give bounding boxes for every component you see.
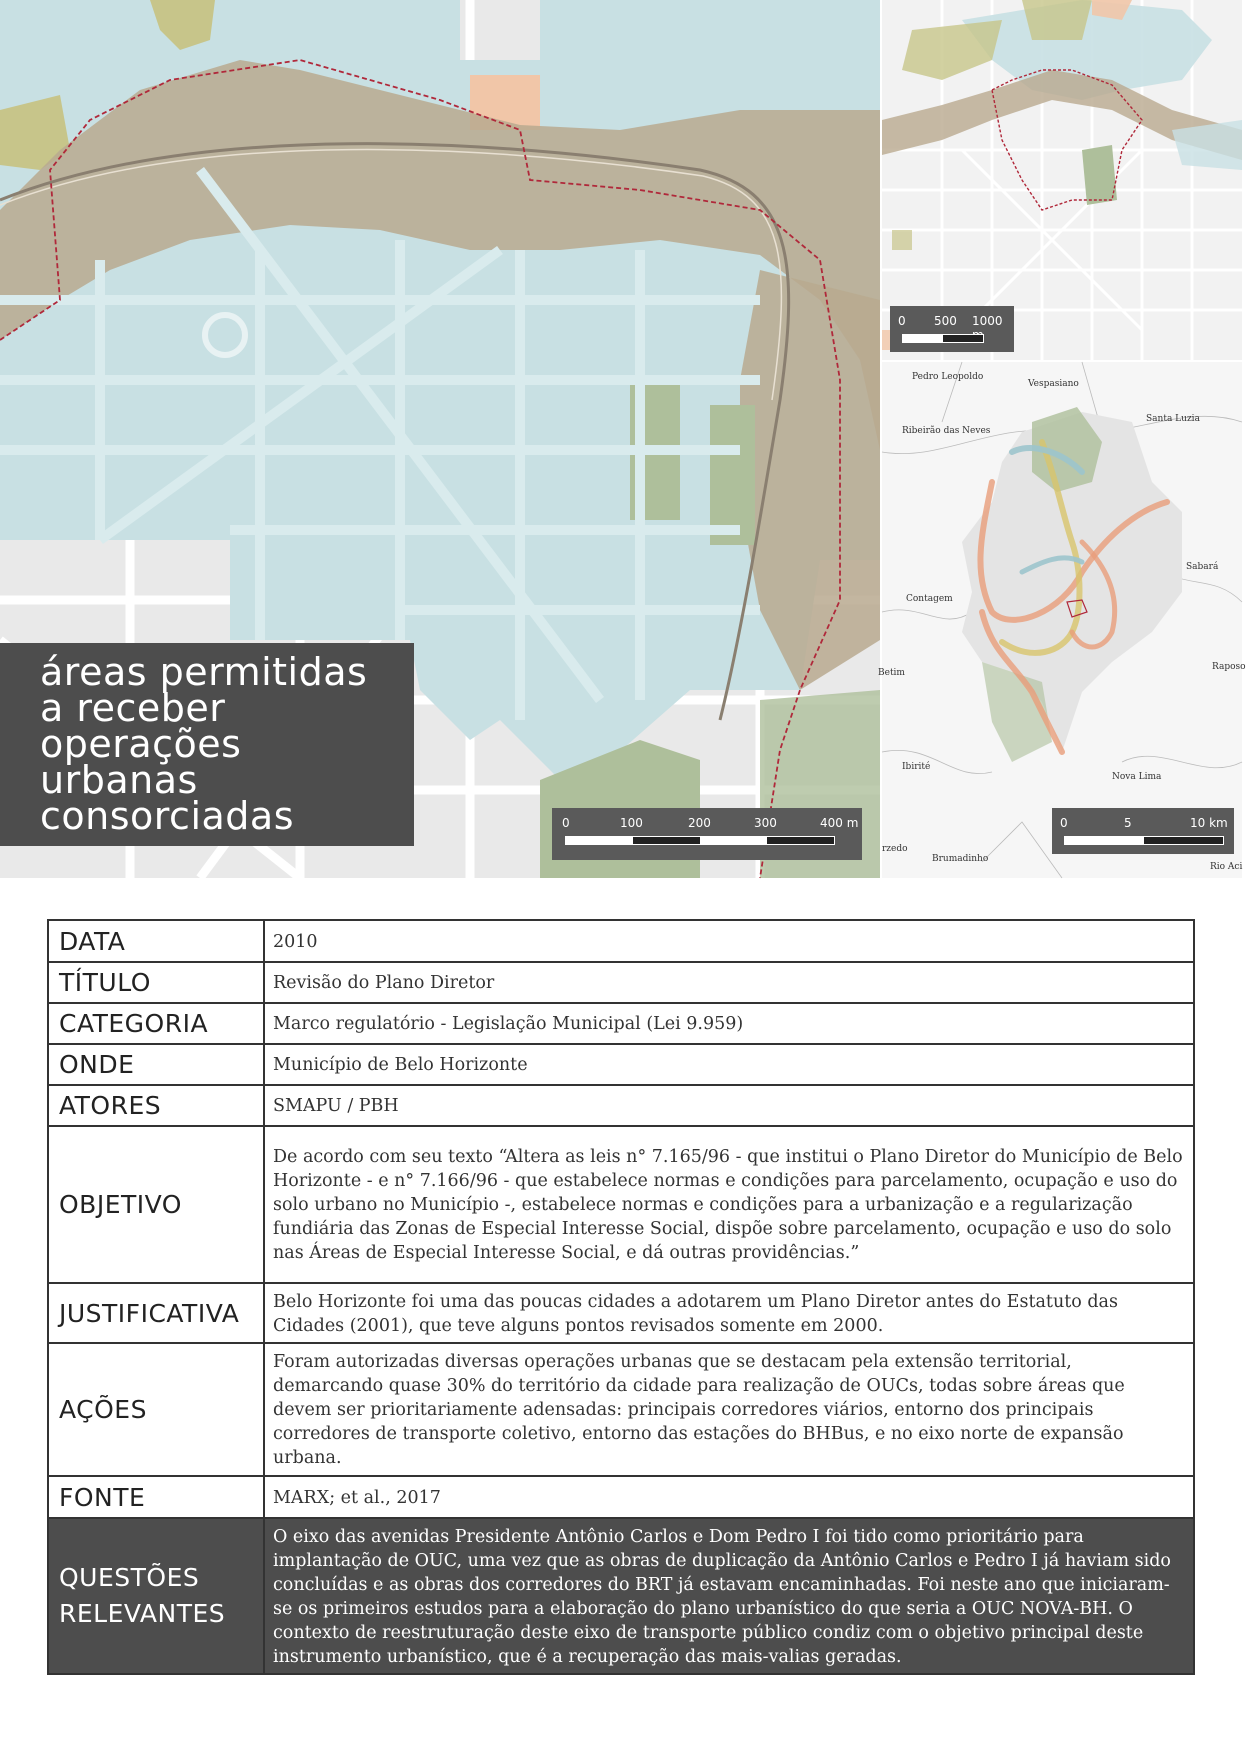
row-key: ONDE <box>48 1044 264 1085</box>
scale-label-400: 400 m <box>820 816 859 830</box>
row-value: SMAPU / PBH <box>264 1085 1194 1126</box>
inset-bottom-scale-bar <box>1052 808 1234 854</box>
row-value: O eixo das avenidas Presidente Antônio Carlos e Dom Pedro I foi tido como prioritário para implantação de OUC, uma vez que as obras de duplicação da Antônio Carlos e Pedro I já haviam sido concluídas e as obras dos corredores do BRT já estavam encaminhadas. Foi neste ano que iniciaram-se os primeiros estudos para a elaboração do plano urbanístico do que seria a OUC NOVA-BH. O contexto de reestruturação deste eixo de transporte público condiz com o objetivo principal deste instrumento urbanístico, que é a recuperação das mais-valias geradas. <box>264 1518 1194 1674</box>
info-table <box>47 919 1195 1675</box>
place-pedro-leopoldo: Pedro Leopoldo <box>912 372 984 382</box>
row-key: JUSTIFICATIVA <box>48 1283 264 1343</box>
row-key: OBJETIVO <box>48 1126 264 1283</box>
row-key <box>48 1518 264 1674</box>
row-value: Revisão do Plano Diretor <box>264 962 1194 1003</box>
inset-map-metropolitan <box>878 362 1246 878</box>
scale-label-300: 300 <box>754 816 777 830</box>
scale-label-0: 0 <box>562 816 570 830</box>
scale-label-100: 100 <box>620 816 643 830</box>
inset-bottom-scale-5: 5 <box>1124 816 1132 830</box>
map-title-box <box>0 643 414 846</box>
row-value: Marco regulatório - Legislação Municipal (Lei 9.959) <box>264 1003 1194 1044</box>
row-value: 2010 <box>264 920 1194 962</box>
inset-top-scale-500: 500 <box>934 314 957 328</box>
row-key: FONTE <box>48 1476 264 1518</box>
scale-bar-graphic <box>565 836 835 845</box>
row-value: De acordo com seu texto “Altera as leis n° 7.165/96 - que institui o Plano Diretor do Município de Belo Horizonte - e n° 7.166/96 - que estabelece normas e condições para parcelamento, ocupação e uso do solo urbano no Município -, estabelece normas e condições para a urbanização e a regularização fundiária das Zonas de Especial Interesse Social, dispõe sobre parcelamento, ocupação e uso do solo nas Áreas de Especial Interesse Social, e dá outras providências.” <box>264 1126 1194 1283</box>
table-row-categoria <box>48 1003 1194 1044</box>
table-row-fonte <box>48 1476 1194 1518</box>
map-title-line-5: consorciadas <box>40 794 295 838</box>
place-betim: Betim <box>878 668 905 678</box>
scale-label-200: 200 <box>688 816 711 830</box>
inset-map-city-center <box>882 0 1242 360</box>
place-vespasiano: Vespasiano <box>1028 379 1079 389</box>
inset-bottom-scale-graphic <box>1064 836 1224 845</box>
map-title-line-1: áreas permitidas <box>40 650 368 694</box>
place-nova-lima: Nova Lima <box>1112 772 1162 782</box>
inset-top-scale-0: 0 <box>898 314 906 328</box>
inset-bottom-scale-0: 0 <box>1060 816 1068 830</box>
map-title-line-4: urbanas <box>40 758 198 802</box>
row-key-line-1: QUESTÕES <box>59 1563 200 1592</box>
map-title-line-2: a receber <box>40 686 226 730</box>
row-value: MARX; et al., 2017 <box>264 1476 1194 1518</box>
place-brumadinho: Brumadinho <box>932 854 989 864</box>
row-key-line-2: RELEVANTES <box>59 1599 226 1628</box>
map-title-line-3: operações <box>40 722 242 766</box>
row-key: CATEGORIA <box>48 1003 264 1044</box>
place-santa-luzia: Santa Luzia <box>1146 414 1200 424</box>
table-row-acoes <box>48 1343 1194 1476</box>
row-key: ATORES <box>48 1085 264 1126</box>
inset-bottom-scale-10: 10 km <box>1190 816 1228 830</box>
row-key: AÇÕES <box>48 1343 264 1476</box>
row-value: Belo Horizonte foi uma das poucas cidades a adotarem um Plano Diretor antes do Estatuto das Cidades (2001), que teve alguns pontos revisados somente em 2000. <box>264 1283 1194 1343</box>
main-scale-bar <box>552 808 862 860</box>
place-contagem: Contagem <box>906 594 953 604</box>
place-rio-acima: Rio Aci <box>1210 862 1243 872</box>
table-row-objetivo <box>48 1126 1194 1283</box>
table-row-onde <box>48 1044 1194 1085</box>
place-ribeirao-das-neves: Ribeirão das Neves <box>902 426 991 436</box>
row-key: DATA <box>48 920 264 962</box>
table-row-atores <box>48 1085 1194 1126</box>
table-row-justificativa <box>48 1283 1194 1343</box>
table-row-data <box>48 920 1194 962</box>
inset-top-scale-bar <box>890 306 1014 352</box>
place-ibirite: Ibirité <box>902 762 931 772</box>
table-row-titulo <box>48 962 1194 1003</box>
row-value: Município de Belo Horizonte <box>264 1044 1194 1085</box>
table-row-questoes-relevantes <box>48 1518 1194 1674</box>
row-value: Foram autorizadas diversas operações urbanas que se destacam pela extensão territorial, demarcando quase 30% do território da cidade para realização de OUCs, todas sobre áreas que devem ser prioritariamente adensadas: principais corredores viários, entorno dos principais corredores de transporte coletivo, entorno das estações do BHBus, e no eixo norte de expansão urbana. <box>264 1343 1194 1476</box>
inset-top-scale-graphic <box>902 334 984 343</box>
place-raposos: Raposo <box>1212 662 1246 672</box>
inset-top-scale-1000: 1000 <box>972 314 1003 328</box>
place-sabara: Sabará <box>1186 562 1219 572</box>
row-key: TÍTULO <box>48 962 264 1003</box>
place-sarzedo: rzedo <box>882 844 908 854</box>
